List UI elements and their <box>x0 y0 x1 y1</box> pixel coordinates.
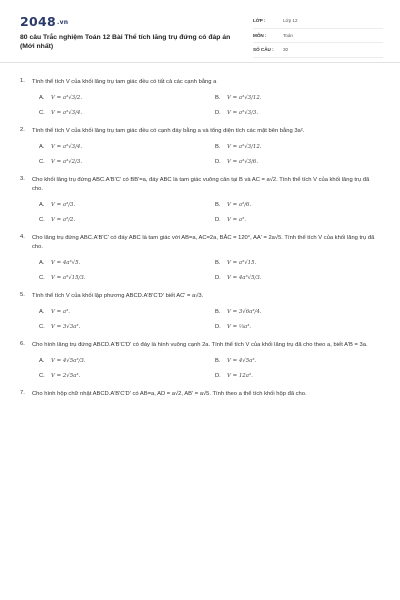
option-letter: A. <box>39 308 45 315</box>
option-a[interactable] <box>39 355 215 366</box>
answer-options <box>39 306 380 332</box>
option-letter: C. <box>39 323 45 330</box>
question-item <box>20 341 380 381</box>
option-a[interactable] <box>39 92 215 103</box>
option-b[interactable] <box>215 306 391 317</box>
option-letter: D. <box>215 274 221 281</box>
option-c[interactable] <box>39 321 215 332</box>
question-text: Cho hình hộp chữ nhật ABCD.A'B'C'D' có AB=a, AD = a√2, AB' = a√5. Tính theo a thể tích khối hộp đã cho. <box>32 391 307 397</box>
option-a[interactable] <box>39 199 215 210</box>
option-value: V = 3√3a³. <box>51 323 81 330</box>
option-c[interactable] <box>39 370 215 381</box>
question-text: Cho khối lăng trụ đứng ABC.A'B'C' có BB'=a, đáy ABC là tam giác vuông cân tại B và AC = a√2. Tính thể tích V của khối lăng trụ đã cho. <box>32 177 370 192</box>
option-letter: B. <box>215 357 221 364</box>
option-letter: D. <box>215 109 221 116</box>
option-a[interactable] <box>39 141 215 152</box>
option-value: V = a³. <box>227 216 246 223</box>
option-c[interactable] <box>39 272 215 283</box>
option-value: V = a³/2. <box>51 216 76 223</box>
option-value: V = a³√3/12. <box>227 143 262 150</box>
answer-options <box>39 199 380 225</box>
question-item <box>20 292 380 332</box>
option-c[interactable] <box>39 156 215 167</box>
option-letter: C. <box>39 216 45 223</box>
option-d[interactable] <box>215 321 391 332</box>
option-value: V = a³√3/12. <box>227 94 262 101</box>
question-text: Tính thể tích V của khối lập phương ABCD.A'B'C'D' biết AC' = a√3. <box>32 293 204 299</box>
question-number: 5. <box>20 292 25 298</box>
option-letter: D. <box>215 323 221 330</box>
option-d[interactable] <box>215 214 391 225</box>
option-b[interactable] <box>215 257 391 268</box>
meta-row-count <box>253 43 383 58</box>
option-value: V = a³√2/3. <box>51 158 83 165</box>
option-value: V = a³√3/3. <box>227 109 259 116</box>
question-item <box>20 390 380 399</box>
option-value: V = 4a³√5. <box>51 259 81 266</box>
option-letter: B. <box>215 308 221 315</box>
option-letter: C. <box>39 158 45 165</box>
meta-row-subject <box>253 29 383 44</box>
option-value: V = a³√3/6. <box>227 158 259 165</box>
question-text: Cho lăng trụ đứng ABC.A'B'C' có đáy ABC là tam giác với AB=a, AC=2a, BÂC = 120°, AA' = 2a√5. Tính thể tích V của khối lăng trụ đã cho. <box>32 235 375 250</box>
option-value: V = 4√5a³/3. <box>51 357 86 364</box>
question-number: 2. <box>20 127 25 133</box>
answer-options <box>39 141 380 167</box>
meta-row-grade <box>253 14 383 29</box>
option-d[interactable] <box>215 156 391 167</box>
option-value: V = a³/3. <box>51 201 76 208</box>
option-d[interactable] <box>215 370 391 381</box>
option-letter: D. <box>215 372 221 379</box>
option-d[interactable] <box>215 272 391 283</box>
meta-value: Toán <box>283 32 293 38</box>
option-d[interactable] <box>215 107 391 118</box>
logo-text: 2048 <box>20 14 56 29</box>
question-text: Tính thể tích V của khối lăng trụ tam giác đều có cạnh đáy bằng a và tổng diện tích các mặt bên bằng 3a². <box>32 128 305 134</box>
option-letter: D. <box>215 216 221 223</box>
option-letter: A. <box>39 259 45 266</box>
option-value: V = 3√6a³/4. <box>227 308 262 315</box>
option-a[interactable] <box>39 306 215 317</box>
option-letter: B. <box>215 259 221 266</box>
meta-key: MÔN : <box>253 32 267 38</box>
option-a[interactable] <box>39 257 215 268</box>
question-number: 4. <box>20 234 25 240</box>
question-list <box>20 78 380 408</box>
option-value: V = ⅓a³. <box>227 323 252 330</box>
question-item <box>20 234 380 283</box>
option-value: V = a³√3/2. <box>51 94 83 101</box>
option-value: V = 4a³√5/3. <box>227 274 262 281</box>
option-value: V = 4√5a³. <box>227 357 257 364</box>
option-value: V = 2√5a³. <box>51 372 81 379</box>
option-letter: A. <box>39 357 45 364</box>
option-b[interactable] <box>215 141 391 152</box>
option-b[interactable] <box>215 92 391 103</box>
question-item <box>20 78 380 118</box>
page-header <box>0 0 400 63</box>
option-letter: B. <box>215 94 221 101</box>
option-letter: B. <box>215 201 221 208</box>
option-letter: B. <box>215 143 221 150</box>
option-value: V = a³. <box>51 308 70 315</box>
meta-key: SỐ CÂU : <box>253 47 274 53</box>
option-value: V = 12a³. <box>227 372 253 379</box>
question-text: Cho hình lăng trụ đứng ABCD.A'B'C'D' có đáy là hình vuông cạnh 2a. Tính thể tích V của khối lăng trụ đã cho theo a, biết A'B = 3a. <box>32 342 368 348</box>
meta-table <box>253 14 383 58</box>
option-letter: C. <box>39 274 45 281</box>
question-number: 6. <box>20 341 25 347</box>
document-title: 80 câu Trắc nghiệm Toán 12 Bài Thể tích lăng trụ đứng có đáp án (Mới nhất) <box>20 34 231 50</box>
logo-suffix: .vn <box>57 19 69 26</box>
option-b[interactable] <box>215 355 391 366</box>
option-value: V = a³√15. <box>227 259 257 266</box>
question-number: 3. <box>20 176 25 182</box>
option-value: V = a³/6. <box>227 201 252 208</box>
option-letter: C. <box>39 372 45 379</box>
option-value: V = a³√3/4. <box>51 143 83 150</box>
answer-options <box>39 257 380 283</box>
question-number: 1. <box>20 78 25 84</box>
option-b[interactable] <box>215 199 391 210</box>
answer-options <box>39 355 380 381</box>
answer-options <box>39 92 380 118</box>
question-number: 7. <box>20 390 25 396</box>
option-letter: A. <box>39 201 45 208</box>
meta-key: LỚP : <box>253 18 266 24</box>
question-item <box>20 127 380 167</box>
option-letter: D. <box>215 158 221 165</box>
question-text: Tính thể tích V của khối lăng trụ tam giác đều có tất cả các cạnh bằng a <box>32 79 217 85</box>
option-letter: A. <box>39 94 45 101</box>
option-c[interactable] <box>39 214 215 225</box>
option-value: V = a³√15/3. <box>51 274 86 281</box>
site-logo[interactable] <box>20 14 68 29</box>
meta-value: 30 <box>283 47 289 53</box>
option-letter: A. <box>39 143 45 150</box>
option-value: V = a³√3/4. <box>51 109 83 116</box>
option-letter: C. <box>39 109 45 116</box>
question-item <box>20 176 380 225</box>
meta-value: Lớp 12 <box>283 18 298 24</box>
option-c[interactable] <box>39 107 215 118</box>
